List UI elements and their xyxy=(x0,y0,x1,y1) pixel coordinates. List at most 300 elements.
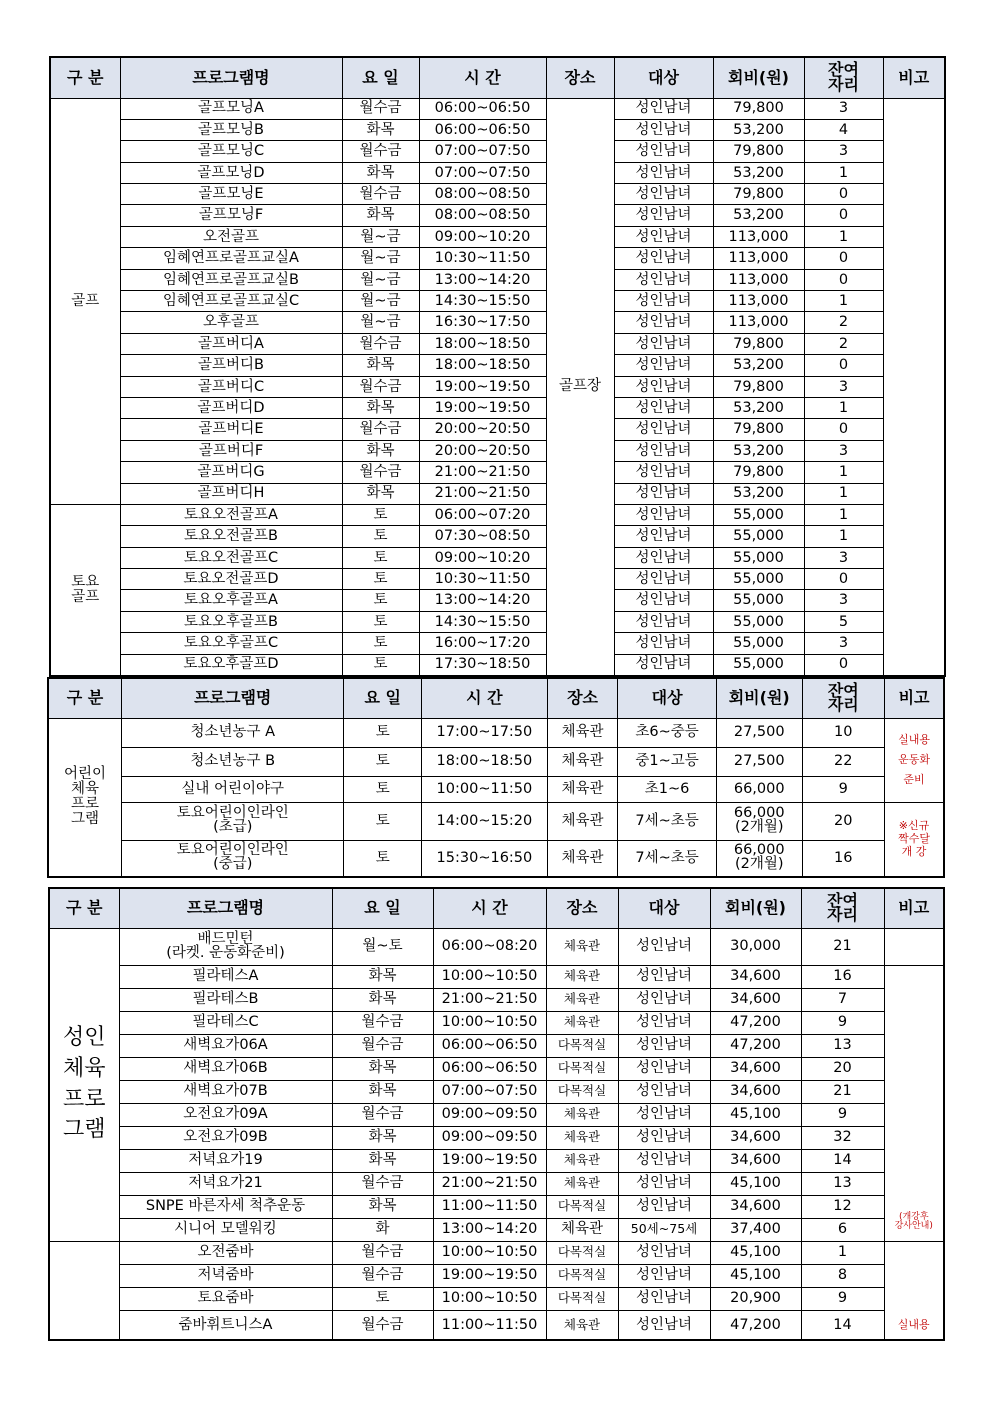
fee-amount: 79,800 xyxy=(713,462,804,483)
table-row xyxy=(50,226,945,247)
day-of-week: 화목 xyxy=(332,1080,433,1103)
table-row xyxy=(50,119,945,140)
program-name xyxy=(119,965,332,988)
day-of-week: 화목 xyxy=(342,119,419,140)
time-slot: 20:00~20:50 xyxy=(419,419,546,440)
remaining-seats: 32 xyxy=(801,1126,884,1149)
target-group: 성인남녀 xyxy=(618,1126,710,1149)
table-row xyxy=(50,269,945,290)
program-name xyxy=(121,747,343,776)
program-name: 골프모닝F xyxy=(120,205,342,226)
program-title: 실내 어린이야구 xyxy=(181,780,285,797)
fee-amount: 45,100 xyxy=(710,1241,801,1264)
time-slot: 06:00~06:50 xyxy=(433,1057,546,1080)
fee-amount: 34,600 xyxy=(710,1126,801,1149)
program-title: 저녁줌바 xyxy=(197,1267,254,1284)
category-line: 골프 xyxy=(71,588,100,605)
program-name xyxy=(119,1057,332,1080)
program-title: 오전줌바 xyxy=(197,1244,254,1261)
program-name: 토요오전골프C xyxy=(120,547,342,568)
place: 다목적실 xyxy=(546,1264,618,1287)
remaining-seats: 1 xyxy=(804,483,883,504)
remaining-seats: 3 xyxy=(804,98,883,119)
target-group: 성인남녀 xyxy=(614,355,713,376)
time-slot: 06:00~06:50 xyxy=(419,98,546,119)
day-of-week: 토 xyxy=(344,776,422,802)
remaining-seats: 3 xyxy=(804,590,883,611)
program-title: 오전요가09B xyxy=(183,1129,268,1146)
table-row xyxy=(49,1264,944,1287)
target-group: 성인남녀 xyxy=(614,98,713,119)
day-of-week: 월수금 xyxy=(342,98,419,119)
program-name: 골프버디A xyxy=(120,333,342,354)
time-slot: 20:00~20:50 xyxy=(419,440,546,461)
target-group: 초6~중등 xyxy=(618,718,717,747)
program-name xyxy=(119,1195,332,1218)
remaining-seats: 0 xyxy=(804,269,883,290)
program-name xyxy=(119,1287,332,1310)
target-group: 성인남녀 xyxy=(618,1172,710,1195)
target-group: 성인남녀 xyxy=(618,1080,710,1103)
target-group: 성인남녀 xyxy=(614,504,713,525)
program-name xyxy=(119,1011,332,1034)
table-row xyxy=(49,1149,944,1172)
table-row xyxy=(49,988,944,1011)
time-slot: 17:30~18:50 xyxy=(419,654,546,675)
day-of-week: 화목 xyxy=(342,397,419,418)
remaining-seats: 10 xyxy=(802,718,885,747)
place: 체육관 xyxy=(546,1103,618,1126)
place: 체육관 xyxy=(546,1149,618,1172)
remaining-seats: 9 xyxy=(802,776,885,802)
table-row xyxy=(50,590,945,611)
program-title: 토요줌바 xyxy=(197,1290,254,1307)
category-golf: 골프 xyxy=(50,98,120,504)
header-category: 구 분 xyxy=(50,57,120,98)
remaining-seats: 16 xyxy=(802,840,885,877)
remaining-seats: 9 xyxy=(801,1103,884,1126)
category-line: 성인 xyxy=(62,1024,106,1050)
program-name: 골프모닝C xyxy=(120,141,342,162)
remaining-seats: 9 xyxy=(801,1287,884,1310)
day-of-week: 월~금 xyxy=(342,269,419,290)
time-slot: 08:00~08:50 xyxy=(419,205,546,226)
category-line: 체육 xyxy=(70,781,99,798)
time-slot: 21:00~21:50 xyxy=(433,1172,546,1195)
time-slot: 09:00~10:20 xyxy=(419,226,546,247)
program-name: 골프버디C xyxy=(120,376,342,397)
table-row xyxy=(50,419,945,440)
remaining-seats: 4 xyxy=(804,119,883,140)
header-target: 대상 xyxy=(618,888,710,928)
category-line: 그램 xyxy=(70,811,99,828)
day-of-week: 월~금 xyxy=(342,226,419,247)
remaining-seats: 1 xyxy=(804,291,883,312)
adult-program-table xyxy=(48,887,945,1341)
remaining-seats: 7 xyxy=(801,988,884,1011)
target-group: 성인남녀 xyxy=(614,569,713,590)
remaining-seats: 13 xyxy=(801,1034,884,1057)
target-group: 50세~75세 xyxy=(618,1218,710,1241)
remaining-seats: 0 xyxy=(804,205,883,226)
program-title: 새벽요가07B xyxy=(183,1083,268,1100)
header-place: 장소 xyxy=(546,888,618,928)
fee-amount: 34,600 xyxy=(710,1149,801,1172)
fee-amount xyxy=(716,776,802,802)
fee-amount: 53,200 xyxy=(713,205,804,226)
program-subtitle: (초급) xyxy=(213,819,253,835)
remaining-seats: 3 xyxy=(804,440,883,461)
program-name: 임혜연프로골프교실A xyxy=(120,248,342,269)
time-slot: 10:00~10:50 xyxy=(433,1241,546,1264)
table-row xyxy=(50,440,945,461)
target-group: 성인남녀 xyxy=(618,1310,710,1340)
program-name: 토요오전골프B xyxy=(120,526,342,547)
table-row xyxy=(49,1218,944,1241)
day-of-week: 토 xyxy=(342,590,419,611)
remaining-seats: 5 xyxy=(804,611,883,632)
golf-schedule-table xyxy=(49,56,946,677)
remaining-seats: 0 xyxy=(804,248,883,269)
fee-amount: 55,000 xyxy=(713,569,804,590)
target-group: 성인남녀 xyxy=(614,141,713,162)
fee-amount: 55,000 xyxy=(713,654,804,675)
remaining-seats: 16 xyxy=(801,965,884,988)
table-row xyxy=(50,547,945,568)
header-seats-line1: 잔여 xyxy=(827,680,859,700)
day-of-week: 월수금 xyxy=(332,1310,433,1340)
day-of-week: 화목 xyxy=(342,440,419,461)
fee-amount xyxy=(716,802,802,840)
day-of-week: 월수금 xyxy=(332,1103,433,1126)
target-group: 성인남녀 xyxy=(614,547,713,568)
place: 체육관 xyxy=(547,840,617,877)
remaining-seats: 0 xyxy=(804,569,883,590)
fee-amount: 79,800 xyxy=(713,98,804,119)
program-name: 골프모닝A xyxy=(120,98,342,119)
target-group: 성인남녀 xyxy=(614,376,713,397)
day-of-week: 월~토 xyxy=(332,928,433,965)
fee-amount: 34,600 xyxy=(710,1057,801,1080)
remaining-seats: 8 xyxy=(801,1264,884,1287)
fee-amount: 55,000 xyxy=(713,526,804,547)
remaining-seats: 21 xyxy=(801,928,884,965)
time-slot: 10:00~10:50 xyxy=(433,965,546,988)
header-time: 시 간 xyxy=(433,888,546,928)
header-seats-line2: 자리 xyxy=(827,905,858,925)
day-of-week: 토 xyxy=(344,718,422,747)
fee-period: (2개월) xyxy=(734,856,784,873)
target-group: 7세~초등 xyxy=(618,840,717,877)
time-slot: 10:00~10:50 xyxy=(433,1287,546,1310)
remaining-seats: 14 xyxy=(801,1310,884,1340)
target-group: 성인남녀 xyxy=(614,226,713,247)
category-line: 어린이 xyxy=(63,765,106,782)
program-name: 오후골프 xyxy=(120,312,342,333)
target-group: 성인남녀 xyxy=(618,1034,710,1057)
fee-amount: 53,200 xyxy=(713,162,804,183)
fee-value: 66,000 xyxy=(733,842,785,859)
program-title: 배드민턴 xyxy=(197,930,254,947)
program-subtitle: (중급) xyxy=(213,856,253,873)
table-row xyxy=(50,376,945,397)
note-indoor-shoes xyxy=(885,718,944,802)
program-name: 토요오후골프B xyxy=(120,611,342,632)
fee-value: 66,000 xyxy=(733,780,785,797)
program-title: 필라테스A xyxy=(192,968,259,985)
day-of-week: 화목 xyxy=(332,1126,433,1149)
day-of-week: 월수금 xyxy=(342,462,419,483)
header-seats xyxy=(804,57,883,98)
place: 체육관 xyxy=(546,988,618,1011)
table-row xyxy=(50,611,945,632)
time-slot: 09:00~09:50 xyxy=(433,1126,546,1149)
header-time: 시 간 xyxy=(419,57,546,98)
table-row xyxy=(48,718,944,747)
header-day: 요 일 xyxy=(344,678,422,718)
program-name: 골프버디E xyxy=(120,419,342,440)
day-of-week: 월수금 xyxy=(332,1241,433,1264)
program-name: 골프모닝D xyxy=(120,162,342,183)
table-row xyxy=(50,162,945,183)
program-title: 시니어 모델워킹 xyxy=(174,1221,277,1238)
remaining-seats: 12 xyxy=(801,1195,884,1218)
fee-amount: 47,200 xyxy=(710,1310,801,1340)
place-golf-range: 골프장 xyxy=(546,98,614,676)
table-row xyxy=(49,1310,944,1340)
program-name: 토요오전골프D xyxy=(120,569,342,590)
remaining-seats: 1 xyxy=(804,226,883,247)
table-row xyxy=(50,291,945,312)
target-group: 성인남녀 xyxy=(614,333,713,354)
target-group: 성인남녀 xyxy=(614,654,713,675)
place: 다목적실 xyxy=(546,1195,618,1218)
category-adult-sports xyxy=(49,928,119,1241)
day-of-week: 화목 xyxy=(342,355,419,376)
table-row xyxy=(50,504,945,525)
header-place: 장소 xyxy=(546,57,614,98)
table-header-row xyxy=(49,888,944,928)
children-program-table xyxy=(47,677,945,878)
table-row xyxy=(49,1195,944,1218)
program-name xyxy=(119,1218,332,1241)
program-name xyxy=(119,1149,332,1172)
table-row xyxy=(50,633,945,654)
time-slot: 11:00~11:50 xyxy=(433,1310,546,1340)
table-row xyxy=(50,98,945,119)
target-group: 성인남녀 xyxy=(618,1149,710,1172)
fee-amount xyxy=(716,747,802,776)
program-name: 임혜연프로골프교실B xyxy=(120,269,342,290)
day-of-week: 화목 xyxy=(342,162,419,183)
time-slot: 14:30~15:50 xyxy=(419,291,546,312)
program-title: SNPE 바른자세 척추운동 xyxy=(145,1198,306,1215)
day-of-week: 토 xyxy=(344,802,422,840)
remaining-seats: 21 xyxy=(801,1080,884,1103)
header-seats-line2: 자리 xyxy=(827,695,859,715)
header-seats xyxy=(802,678,885,718)
time-slot: 14:30~15:50 xyxy=(419,611,546,632)
program-title: 토요어린이인라인 xyxy=(176,842,289,859)
table-row xyxy=(50,569,945,590)
day-of-week: 토 xyxy=(342,611,419,632)
table-row xyxy=(49,1287,944,1310)
time-slot: 06:00~06:50 xyxy=(419,119,546,140)
header-fee: 회비(원) xyxy=(710,888,801,928)
note-line: 실내용 xyxy=(898,733,930,747)
table-row xyxy=(48,802,944,840)
target-group: 성인남녀 xyxy=(618,988,710,1011)
program-name: 골프버디F xyxy=(120,440,342,461)
fee-amount: 79,800 xyxy=(713,184,804,205)
header-program: 프로그램명 xyxy=(119,888,332,928)
table-row xyxy=(49,1241,944,1264)
program-name: 골프버디D xyxy=(120,397,342,418)
day-of-week: 토 xyxy=(344,747,422,776)
target-group: 성인남녀 xyxy=(614,184,713,205)
fee-amount: 45,100 xyxy=(710,1172,801,1195)
time-slot: 10:00~11:50 xyxy=(421,776,547,802)
time-slot: 07:00~07:50 xyxy=(433,1080,546,1103)
header-program: 프로그램명 xyxy=(121,678,343,718)
program-name xyxy=(119,988,332,1011)
fee-amount: 113,000 xyxy=(713,291,804,312)
table-row xyxy=(48,776,944,802)
target-group: 성인남녀 xyxy=(614,119,713,140)
header-day: 요 일 xyxy=(332,888,433,928)
target-group: 성인남녀 xyxy=(614,526,713,547)
target-group: 성인남녀 xyxy=(614,462,713,483)
target-group: 성인남녀 xyxy=(614,611,713,632)
day-of-week: 월수금 xyxy=(342,333,419,354)
program-title: 청소년농구 B xyxy=(190,753,276,770)
day-of-week: 토 xyxy=(342,633,419,654)
target-group: 성인남녀 xyxy=(614,483,713,504)
place: 체육관 xyxy=(547,776,617,802)
day-of-week: 월수금 xyxy=(332,1172,433,1195)
note-new-class xyxy=(885,802,944,877)
day-of-week: 토 xyxy=(342,569,419,590)
header-seats xyxy=(801,888,884,928)
time-slot: 15:30~16:50 xyxy=(421,840,547,877)
table-row xyxy=(49,1172,944,1195)
category-line: 프로 xyxy=(62,1086,106,1112)
program-title: 새벽요가06B xyxy=(183,1060,268,1077)
category-line: 체육 xyxy=(62,1055,106,1081)
program-title: 토요어린이인라인 xyxy=(176,805,289,822)
time-slot: 17:00~17:50 xyxy=(421,718,547,747)
time-slot: 10:30~11:50 xyxy=(419,248,546,269)
time-slot: 06:00~08:20 xyxy=(433,928,546,965)
day-of-week: 화목 xyxy=(342,483,419,504)
target-group: 성인남녀 xyxy=(618,1103,710,1126)
program-title: 줌바휘트니스A xyxy=(178,1316,273,1333)
target-group: 성인남녀 xyxy=(614,291,713,312)
program-name xyxy=(119,1034,332,1057)
remaining-seats: 1 xyxy=(804,162,883,183)
time-slot: 13:00~14:20 xyxy=(433,1218,546,1241)
header-day: 요 일 xyxy=(342,57,419,98)
program-name xyxy=(119,1080,332,1103)
time-slot: 19:00~19:50 xyxy=(419,397,546,418)
day-of-week: 월수금 xyxy=(342,419,419,440)
program-name: 골프버디B xyxy=(120,355,342,376)
place: 체육관 xyxy=(547,747,617,776)
program-title: 필라테스B xyxy=(192,991,259,1008)
table-row xyxy=(50,248,945,269)
target-group: 성인남녀 xyxy=(618,1011,710,1034)
header-target: 대상 xyxy=(618,678,717,718)
remaining-seats: 14 xyxy=(801,1149,884,1172)
header-target: 대상 xyxy=(614,57,713,98)
program-name: 골프모닝E xyxy=(120,184,342,205)
day-of-week: 화목 xyxy=(342,205,419,226)
fee-amount: 113,000 xyxy=(713,312,804,333)
remaining-seats: 22 xyxy=(802,747,885,776)
table-row xyxy=(49,1126,944,1149)
target-group: 중1~고등 xyxy=(618,747,717,776)
time-slot: 14:00~15:20 xyxy=(421,802,547,840)
program-title: 저녁요가21 xyxy=(188,1175,263,1192)
remaining-seats: 0 xyxy=(804,419,883,440)
program-name xyxy=(121,802,343,840)
target-group: 초1~6 xyxy=(618,776,717,802)
fee-amount xyxy=(716,718,802,747)
day-of-week: 월수금 xyxy=(332,1034,433,1057)
target-group: 7세~초등 xyxy=(618,802,717,840)
fee-amount: 45,100 xyxy=(710,1103,801,1126)
fee-amount: 53,200 xyxy=(713,355,804,376)
note-cell xyxy=(883,98,945,676)
program-name xyxy=(119,1241,332,1264)
fee-period: (2개월) xyxy=(734,819,784,835)
time-slot: 07:30~08:50 xyxy=(419,526,546,547)
fee-amount: 55,000 xyxy=(713,611,804,632)
table-header-row xyxy=(50,57,945,98)
remaining-seats: 20 xyxy=(802,802,885,840)
remaining-seats: 1 xyxy=(804,526,883,547)
program-title: 오전요가09A xyxy=(183,1106,268,1123)
remaining-seats: 1 xyxy=(804,397,883,418)
day-of-week: 월~금 xyxy=(342,248,419,269)
target-group: 성인남녀 xyxy=(618,1195,710,1218)
fee-amount: 53,200 xyxy=(713,397,804,418)
day-of-week: 화목 xyxy=(332,1057,433,1080)
table-row xyxy=(50,205,945,226)
time-slot: 08:00~08:50 xyxy=(419,184,546,205)
header-time: 시 간 xyxy=(421,678,547,718)
time-slot: 09:00~09:50 xyxy=(433,1103,546,1126)
day-of-week: 토 xyxy=(342,547,419,568)
target-group: 성인남녀 xyxy=(618,1287,710,1310)
fee-amount: 113,000 xyxy=(713,226,804,247)
note-line: 실내용 xyxy=(897,1318,930,1332)
table-row xyxy=(49,1034,944,1057)
time-slot: 19:00~19:50 xyxy=(433,1149,546,1172)
time-slot: 16:30~17:50 xyxy=(419,312,546,333)
remaining-seats: 1 xyxy=(804,462,883,483)
remaining-seats: 13 xyxy=(801,1172,884,1195)
time-slot: 06:00~07:20 xyxy=(419,504,546,525)
table-row xyxy=(49,1057,944,1080)
place: 다목적실 xyxy=(546,1241,618,1264)
place: 체육관 xyxy=(546,965,618,988)
time-slot: 21:00~21:50 xyxy=(433,988,546,1011)
fee-amount: 53,200 xyxy=(713,483,804,504)
day-of-week: 토 xyxy=(344,840,422,877)
fee-amount: 55,000 xyxy=(713,590,804,611)
fee-amount: 30,000 xyxy=(710,928,801,965)
